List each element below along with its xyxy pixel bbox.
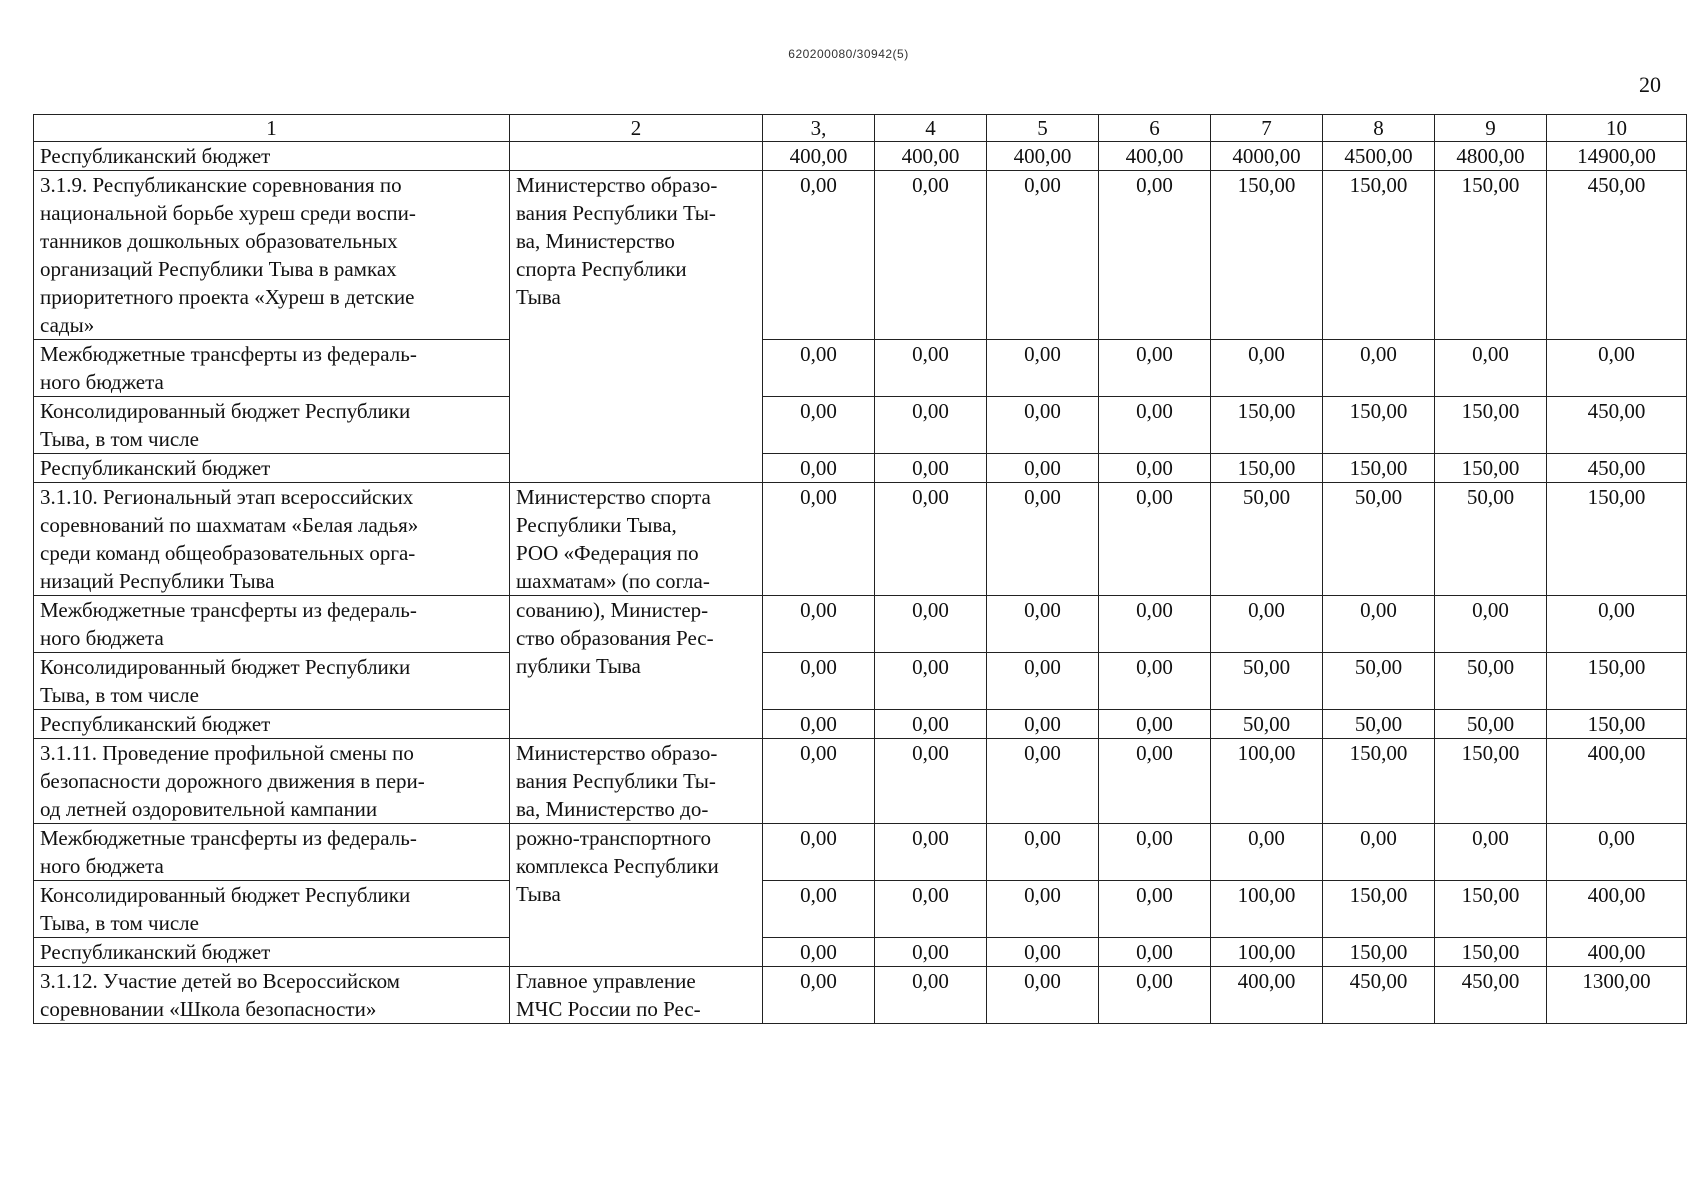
table-row xyxy=(34,596,1687,653)
value-cell: 0,00 xyxy=(1211,824,1323,881)
value-cell: 150,00 xyxy=(1547,710,1687,739)
value-cell: 100,00 xyxy=(1211,739,1323,824)
value-cell: 0,00 xyxy=(1099,340,1211,397)
row-label: Межбюджетные трансферты из федераль- ного бюджета xyxy=(34,596,510,653)
value-cell: 4800,00 xyxy=(1435,142,1547,171)
value-cell: 14900,00 xyxy=(1547,142,1687,171)
table-row xyxy=(34,967,1687,1024)
value-cell: 450,00 xyxy=(1547,454,1687,483)
value-cell: 0,00 xyxy=(987,397,1099,454)
value-cell: 0,00 xyxy=(875,483,987,596)
table-row xyxy=(34,653,1687,710)
value-cell: 450,00 xyxy=(1547,171,1687,340)
value-cell: 0,00 xyxy=(1323,824,1435,881)
value-cell: 0,00 xyxy=(875,938,987,967)
value-cell: 400,00 xyxy=(1547,938,1687,967)
row-label: Консолидированный бюджет Республики Тыва, в том числе xyxy=(34,397,510,454)
value-cell: 150,00 xyxy=(1547,483,1687,596)
column-header: 7 xyxy=(1211,115,1323,142)
value-cell: 0,00 xyxy=(763,596,875,653)
value-cell: 0,00 xyxy=(763,824,875,881)
value-cell: 50,00 xyxy=(1211,710,1323,739)
row-label: Консолидированный бюджет Республики Тыва, в том числе xyxy=(34,881,510,938)
column-header: 9 xyxy=(1435,115,1547,142)
table-row xyxy=(34,824,1687,881)
value-cell: 0,00 xyxy=(875,340,987,397)
value-cell: 150,00 xyxy=(1323,739,1435,824)
value-cell: 0,00 xyxy=(1099,397,1211,454)
document-code: 620200080/30942(5) xyxy=(788,47,909,61)
value-cell: 150,00 xyxy=(1323,881,1435,938)
value-cell: 0,00 xyxy=(1435,340,1547,397)
row-label: 3.1.9. Республиканские соревнования по национальной борьбе хуреш среди воспи- танников дошкольных образовательных организаций Республики Тыва в рамках приоритетного проекта «Хуреш в детские сады» xyxy=(34,171,510,340)
value-cell: 0,00 xyxy=(987,824,1099,881)
value-cell: 0,00 xyxy=(987,653,1099,710)
executor-cell: сованию), Министер- ство образования Рес- публики Тыва xyxy=(510,596,763,739)
value-cell: 150,00 xyxy=(1435,881,1547,938)
value-cell: 0,00 xyxy=(987,340,1099,397)
table-row xyxy=(34,397,1687,454)
value-cell: 0,00 xyxy=(987,596,1099,653)
value-cell: 450,00 xyxy=(1435,967,1547,1024)
value-cell: 150,00 xyxy=(1211,397,1323,454)
executor-cell: Министерство образо- вания Республики Ты- ва, Министерство до- xyxy=(510,739,763,824)
column-header: 8 xyxy=(1323,115,1435,142)
table-row xyxy=(34,881,1687,938)
value-cell: 0,00 xyxy=(875,881,987,938)
table-row xyxy=(34,483,1687,596)
value-cell: 0,00 xyxy=(763,938,875,967)
value-cell: 50,00 xyxy=(1435,653,1547,710)
value-cell: 0,00 xyxy=(875,596,987,653)
value-cell: 0,00 xyxy=(875,967,987,1024)
value-cell: 0,00 xyxy=(875,171,987,340)
value-cell: 0,00 xyxy=(1099,710,1211,739)
table-header-row xyxy=(34,115,1687,142)
column-header: 4 xyxy=(875,115,987,142)
row-label: Республиканский бюджет xyxy=(34,938,510,967)
value-cell: 0,00 xyxy=(1099,967,1211,1024)
table-row xyxy=(34,171,1687,340)
value-cell: 0,00 xyxy=(1099,454,1211,483)
row-label: Республиканский бюджет xyxy=(34,710,510,739)
value-cell: 0,00 xyxy=(987,938,1099,967)
executor-cell xyxy=(510,142,763,171)
value-cell: 50,00 xyxy=(1435,483,1547,596)
value-cell: 0,00 xyxy=(875,824,987,881)
column-header: 2 xyxy=(510,115,763,142)
table-row xyxy=(34,938,1687,967)
value-cell: 0,00 xyxy=(763,967,875,1024)
value-cell: 0,00 xyxy=(987,483,1099,596)
value-cell: 400,00 xyxy=(987,142,1099,171)
value-cell: 150,00 xyxy=(1435,171,1547,340)
value-cell: 0,00 xyxy=(763,397,875,454)
table-row xyxy=(34,739,1687,824)
value-cell: 0,00 xyxy=(987,881,1099,938)
value-cell: 0,00 xyxy=(763,739,875,824)
value-cell: 0,00 xyxy=(1211,596,1323,653)
value-cell: 0,00 xyxy=(987,967,1099,1024)
value-cell: 50,00 xyxy=(1435,710,1547,739)
value-cell: 0,00 xyxy=(1099,596,1211,653)
value-cell: 150,00 xyxy=(1435,397,1547,454)
value-cell: 0,00 xyxy=(1547,824,1687,881)
value-cell: 150,00 xyxy=(1435,739,1547,824)
row-label: Республиканский бюджет xyxy=(34,454,510,483)
value-cell: 150,00 xyxy=(1435,454,1547,483)
value-cell: 0,00 xyxy=(1099,938,1211,967)
executor-cell: рожно-транспортного комплекса Республики Тыва xyxy=(510,824,763,967)
column-header: 10 xyxy=(1547,115,1687,142)
value-cell: 0,00 xyxy=(1099,483,1211,596)
value-cell: 0,00 xyxy=(875,739,987,824)
table-row xyxy=(34,340,1687,397)
executor-cell: Министерство спорта Республики Тыва, РОО «Федерация по шахматам» (по согла- xyxy=(510,483,763,596)
value-cell: 0,00 xyxy=(875,710,987,739)
value-cell: 150,00 xyxy=(1323,397,1435,454)
value-cell: 100,00 xyxy=(1211,938,1323,967)
value-cell: 0,00 xyxy=(987,454,1099,483)
row-label: Межбюджетные трансферты из федераль- ного бюджета xyxy=(34,824,510,881)
value-cell: 0,00 xyxy=(763,653,875,710)
value-cell: 0,00 xyxy=(1211,340,1323,397)
value-cell: 0,00 xyxy=(1099,881,1211,938)
table-row xyxy=(34,710,1687,739)
value-cell: 50,00 xyxy=(1323,710,1435,739)
value-cell: 0,00 xyxy=(987,739,1099,824)
value-cell: 0,00 xyxy=(1099,824,1211,881)
column-header: 3, xyxy=(763,115,875,142)
value-cell: 50,00 xyxy=(1323,653,1435,710)
value-cell: 150,00 xyxy=(1435,938,1547,967)
value-cell: 150,00 xyxy=(1323,171,1435,340)
value-cell: 1300,00 xyxy=(1547,967,1687,1024)
value-cell: 0,00 xyxy=(987,710,1099,739)
value-cell: 150,00 xyxy=(1547,653,1687,710)
value-cell: 50,00 xyxy=(1211,653,1323,710)
value-cell: 0,00 xyxy=(987,171,1099,340)
column-header: 5 xyxy=(987,115,1099,142)
value-cell: 400,00 xyxy=(1099,142,1211,171)
row-label: Консолидированный бюджет Республики Тыва, в том числе xyxy=(34,653,510,710)
row-label: 3.1.12. Участие детей во Всероссийском соревновании «Школа безопасности» xyxy=(34,967,510,1024)
page-number: 20 xyxy=(1639,72,1661,97)
value-cell: 50,00 xyxy=(1323,483,1435,596)
value-cell: 0,00 xyxy=(763,340,875,397)
value-cell: 450,00 xyxy=(1323,967,1435,1024)
value-cell: 0,00 xyxy=(1547,596,1687,653)
row-label: Межбюджетные трансферты из федераль- ного бюджета xyxy=(34,340,510,397)
value-cell: 400,00 xyxy=(1547,739,1687,824)
executor-cell: Министерство образо- вания Республики Ты- ва, Министерство спорта Республики Тыва xyxy=(510,171,763,483)
value-cell: 0,00 xyxy=(1323,596,1435,653)
value-cell: 0,00 xyxy=(763,710,875,739)
value-cell: 0,00 xyxy=(1099,739,1211,824)
budget-table xyxy=(33,114,1687,1024)
value-cell: 150,00 xyxy=(1323,938,1435,967)
value-cell: 0,00 xyxy=(875,454,987,483)
value-cell: 50,00 xyxy=(1211,483,1323,596)
value-cell: 0,00 xyxy=(1435,824,1547,881)
value-cell: 4000,00 xyxy=(1211,142,1323,171)
value-cell: 4500,00 xyxy=(1323,142,1435,171)
row-label: 3.1.11. Проведение профильной смены по безопасности дорожного движения в пери- од летней оздоровительной кампании xyxy=(34,739,510,824)
value-cell: 0,00 xyxy=(1435,596,1547,653)
value-cell: 0,00 xyxy=(1323,340,1435,397)
value-cell: 0,00 xyxy=(875,397,987,454)
value-cell: 0,00 xyxy=(1099,171,1211,340)
value-cell: 0,00 xyxy=(763,171,875,340)
table-row xyxy=(34,142,1687,171)
value-cell: 0,00 xyxy=(1099,653,1211,710)
value-cell: 400,00 xyxy=(1211,967,1323,1024)
value-cell: 100,00 xyxy=(1211,881,1323,938)
value-cell: 400,00 xyxy=(1547,881,1687,938)
value-cell: 0,00 xyxy=(1547,340,1687,397)
value-cell: 0,00 xyxy=(763,483,875,596)
value-cell: 400,00 xyxy=(763,142,875,171)
table-row xyxy=(34,454,1687,483)
value-cell: 450,00 xyxy=(1547,397,1687,454)
column-header: 6 xyxy=(1099,115,1211,142)
row-label: 3.1.10. Региональный этап всероссийских соревнований по шахматам «Белая ладья» среди команд общеобразовательных орга- низаций Республики Тыва xyxy=(34,483,510,596)
row-label: Республиканский бюджет xyxy=(34,142,510,171)
executor-cell: Главное управление МЧС России по Рес- xyxy=(510,967,763,1024)
value-cell: 150,00 xyxy=(1211,454,1323,483)
value-cell: 150,00 xyxy=(1211,171,1323,340)
value-cell: 0,00 xyxy=(763,881,875,938)
value-cell: 0,00 xyxy=(875,653,987,710)
value-cell: 0,00 xyxy=(763,454,875,483)
column-header: 1 xyxy=(34,115,510,142)
value-cell: 150,00 xyxy=(1323,454,1435,483)
value-cell: 400,00 xyxy=(875,142,987,171)
